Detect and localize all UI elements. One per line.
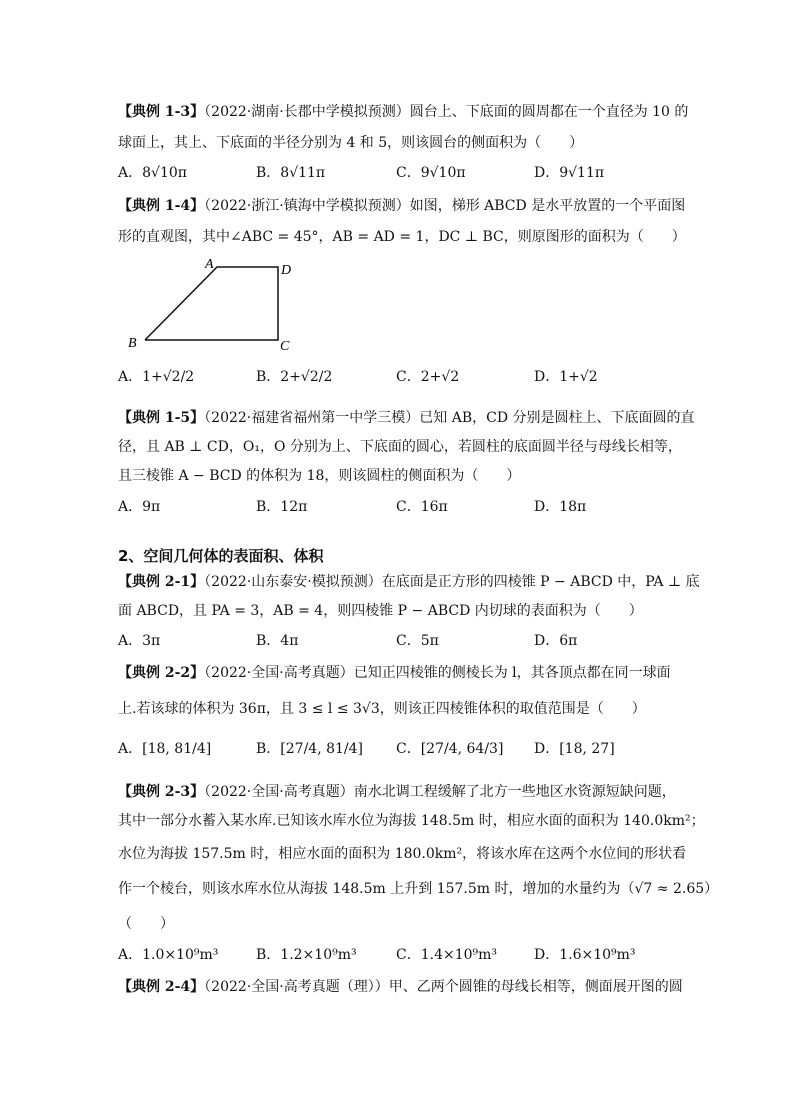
example-2-1-line-1	[118, 572, 700, 592]
example-1-5-options	[118, 496, 718, 518]
trapezoid-figure	[120, 250, 310, 360]
example-source: （2022·山东泰安·模拟预测）	[204, 574, 382, 590]
question-text: 甲、乙两个圆锥的母线长相等，侧面展开图的圆	[388, 979, 683, 995]
option-c[interactable]: C．2+√2	[396, 369, 460, 385]
example-tag: 【典例 2-4】	[118, 979, 205, 995]
example-2-3-line-5: （ ）	[118, 916, 174, 932]
option-a[interactable]: A．1.0×10⁹m³	[118, 947, 219, 963]
vertex-label-c: C	[280, 339, 290, 354]
option-b[interactable]: B．8√11π	[256, 165, 326, 181]
section-heading: 2、空间几何体的表面积、体积	[118, 547, 324, 565]
example-2-3-line-1	[118, 782, 676, 802]
trapezoid-outline	[145, 267, 278, 340]
example-1-5-line-2: 径，且 AB ⊥ CD，O₁，O 分别为上、下底面的圆心，若圆柱的底面圆半径与母线长相等，	[118, 439, 682, 455]
option-c[interactable]: C．5π	[396, 633, 439, 649]
example-2-2-line-1	[118, 663, 671, 683]
example-tag: 【典例 2-1】	[118, 574, 205, 590]
example-2-3-line-4: 作一个棱台，则该水库水位从海拔 148.5m 上升到 157.5m 时，增加的水量约为（√7 ≈ 2.65）	[118, 881, 719, 897]
question-text: 已知正四棱锥的侧棱长为 l，其各顶点都在同一球面	[353, 665, 671, 681]
vertex-label-d: D	[281, 263, 292, 278]
option-c[interactable]: C．[27/4, 64/3]	[396, 741, 504, 757]
option-b[interactable]: B．1.2×10⁹m³	[256, 947, 357, 963]
example-1-4-line-1	[118, 196, 685, 216]
option-a[interactable]: A．9π	[118, 499, 161, 515]
option-b[interactable]: B．12π	[256, 499, 308, 515]
example-2-3-line-2: 其中一部分水蓄入某水库.已知该水库水位为海拔 148.5m 时，相应水面的面积为 140.0km²；	[118, 813, 705, 829]
example-1-3-options	[118, 162, 718, 184]
example-tag: 【典例 1-3】	[118, 104, 205, 120]
example-1-5-line-3: 且三棱锥 A − BCD 的体积为 18，则该圆柱的侧面积为（ ）	[118, 468, 521, 484]
example-source: （2022·福建省福州第一中学三模）	[204, 410, 420, 426]
example-2-1-options	[118, 630, 718, 652]
example-2-1-line-2: 面 ABCD，且 PA = 3，AB = 4，则四棱锥 P − ABCD 内切球的表面积为（ ）	[118, 603, 643, 619]
option-a[interactable]: A．3π	[118, 633, 161, 649]
example-1-3-line-2: 球面上，其上、下底面的半径分别为 4 和 5，则该圆台的侧面积为（ ）	[118, 135, 584, 151]
example-tag: 【典例 1-5】	[118, 410, 205, 426]
option-d[interactable]: D．6π	[534, 633, 578, 649]
example-tag: 【典例 1-4】	[118, 198, 205, 214]
example-1-3-line-1	[118, 102, 688, 122]
example-source: （2022·全国·高考真题）	[204, 784, 354, 800]
example-2-2-options	[118, 738, 718, 766]
option-d[interactable]: D．1.6×10⁹m³	[534, 947, 636, 963]
example-tag: 【典例 2-3】	[118, 784, 205, 800]
example-2-3-line-3: 水位为海拔 157.5m 时，相应水面的面积为 180.0km²，将该水库在这两个水位间的形状看	[118, 846, 687, 862]
example-2-2-line-2: 上.若该球的体积为 36π，且 3 ≤ l ≤ 3√3，则该正四棱锥体积的取值范围是（ ）	[118, 701, 646, 717]
question-text: 南水北调工程缓解了北方一些地区水资源短缺问题，	[353, 784, 676, 800]
question-text: 圆台上、下底面的圆周都在一个直径为 10 的	[409, 104, 689, 120]
example-source: （2022·浙江·镇海中学模拟预测）	[204, 198, 410, 214]
option-d[interactable]: D．9√11π	[534, 165, 605, 181]
option-a[interactable]: A．1+√2/2	[118, 369, 195, 385]
example-1-5-line-1	[118, 408, 695, 428]
example-source: （2022·湖南·长郡中学模拟预测）	[204, 104, 410, 120]
example-1-4-line-2: 形的直观图，其中∠ABC = 45°，AB = AD = 1，DC ⊥ BC，则原图形的面积为（ ）	[118, 229, 686, 245]
question-text: 在底面是正方形的四棱锥 P − ABCD 中，PA ⊥ 底	[381, 574, 700, 590]
example-2-3-options	[118, 944, 718, 966]
option-d[interactable]: D．18π	[534, 499, 587, 515]
example-1-4-options	[118, 366, 718, 398]
option-b[interactable]: B．2+√2/2	[256, 369, 333, 385]
option-a[interactable]: A．8√10π	[118, 165, 187, 181]
option-d[interactable]: D．[18, 27]	[534, 741, 615, 757]
option-c[interactable]: C．9√10π	[396, 165, 466, 181]
question-text: 如图，梯形 ABCD 是水平放置的一个平面图	[409, 198, 686, 214]
option-a[interactable]: A．[18, 81/4]	[118, 741, 212, 757]
vertex-label-a: A	[205, 257, 214, 272]
option-c[interactable]: C．1.4×10⁹m³	[396, 947, 498, 963]
example-source: （2022·全国·高考真题）	[204, 665, 354, 681]
option-c[interactable]: C．16π	[396, 499, 448, 515]
example-source: （2022·全国·高考真题（理））	[204, 979, 389, 995]
vertex-label-b: B	[128, 336, 137, 351]
question-text: 已知 AB，CD 分别是圆柱上、下底面圆的直	[419, 410, 695, 426]
option-d[interactable]: D．1+√2	[534, 369, 598, 385]
option-b[interactable]: B．4π	[256, 633, 299, 649]
option-b[interactable]: B．[27/4, 81/4]	[256, 741, 363, 757]
example-2-4-line-1	[118, 977, 683, 997]
example-tag: 【典例 2-2】	[118, 665, 205, 681]
